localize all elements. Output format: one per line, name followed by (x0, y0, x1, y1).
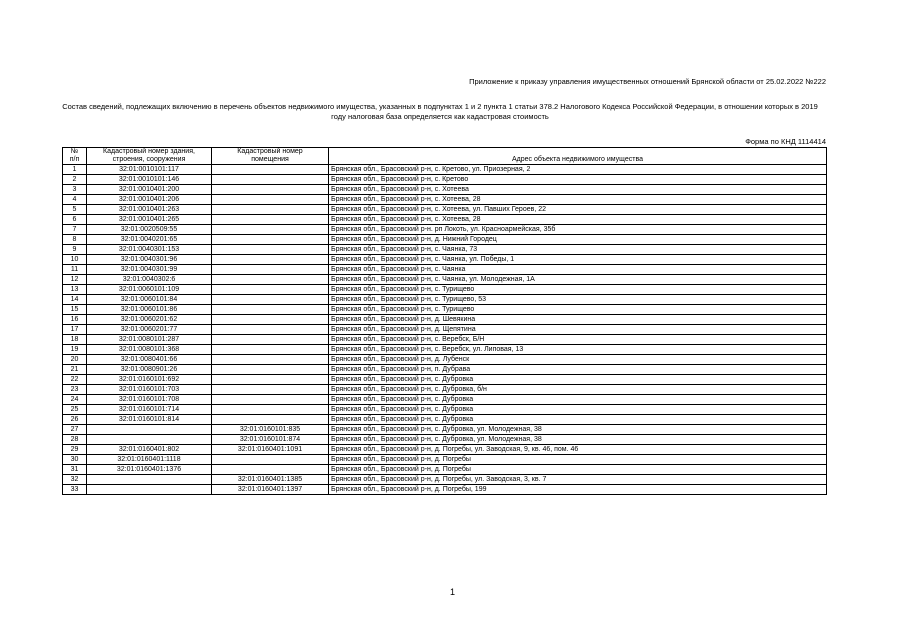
building-cadastral-number: 32:01:0040302:6 (87, 275, 212, 285)
row-number: 5 (63, 205, 87, 215)
object-address: Брянская обл., Брасовский р-н, с. Чаянка, 73 (329, 245, 827, 255)
room-cadastral-number: 32:01:0160401:1397 (212, 485, 329, 495)
room-cadastral-number (212, 375, 329, 385)
room-cadastral-number (212, 295, 329, 305)
row-number: 28 (63, 435, 87, 445)
table-row (63, 195, 827, 205)
row-number: 21 (63, 365, 87, 375)
table-row (63, 475, 827, 485)
object-address: Брянская обл., Брасовский р-н, с. Хотеева, 28 (329, 195, 827, 205)
table-row (63, 345, 827, 355)
row-number: 9 (63, 245, 87, 255)
object-address: Брянская обл., Брасовский р-н, д. Шевякина (329, 315, 827, 325)
object-address: Брянская обл., Брасовский р-н, с. Турищево, 53 (329, 295, 827, 305)
room-cadastral-number (212, 345, 329, 355)
room-cadastral-number: 32:01:0160101:874 (212, 435, 329, 445)
building-cadastral-number: 32:01:0060201:62 (87, 315, 212, 325)
table-row (63, 485, 827, 495)
object-address: Брянская обл., Брасовский р-н, с. Хотеева (329, 185, 827, 195)
object-address: Брянская обл., Брасовский р-н, д. Погребы (329, 455, 827, 465)
row-number: 11 (63, 265, 87, 275)
building-cadastral-number: 32:01:0160101:814 (87, 415, 212, 425)
room-cadastral-number (212, 215, 329, 225)
room-cadastral-number: 32:01:0160101:835 (212, 425, 329, 435)
object-address: Брянская обл., Брасовский р-н, с. Чаянка (329, 265, 827, 275)
table-row (63, 395, 827, 405)
room-cadastral-number (212, 325, 329, 335)
table-row (63, 215, 827, 225)
building-cadastral-number: 32:01:0160401:802 (87, 445, 212, 455)
row-number: 26 (63, 415, 87, 425)
row-number: 7 (63, 225, 87, 235)
header-address: Адрес объекта недвижимого имущества (329, 148, 827, 165)
building-cadastral-number: 32:01:0160401:1376 (87, 465, 212, 475)
table-row (63, 405, 827, 415)
row-number: 30 (63, 455, 87, 465)
building-cadastral-number: 32:01:0060201:77 (87, 325, 212, 335)
object-address: Брянская обл., Брасовский р-н, с. Дубровка, б/н (329, 385, 827, 395)
row-number: 29 (63, 445, 87, 455)
building-cadastral-number: 32:01:0060101:109 (87, 285, 212, 295)
property-table (62, 147, 827, 495)
room-cadastral-number (212, 405, 329, 415)
room-cadastral-number (212, 385, 329, 395)
object-address: Брянская обл., Брасовский р-н, с. Кретово (329, 175, 827, 185)
table-row (63, 325, 827, 335)
table-row (63, 365, 827, 375)
room-cadastral-number (212, 255, 329, 265)
row-number: 31 (63, 465, 87, 475)
room-cadastral-number (212, 365, 329, 375)
table-row (63, 315, 827, 325)
building-cadastral-number: 32:01:0160101:692 (87, 375, 212, 385)
row-number: 15 (63, 305, 87, 315)
row-number: 8 (63, 235, 87, 245)
object-address: Брянская обл., Брасовский р-н, д. Погребы, ул. Заводская, 3, кв. 7 (329, 475, 827, 485)
room-cadastral-number (212, 305, 329, 315)
table-row (63, 455, 827, 465)
header-num (63, 148, 87, 165)
room-cadastral-number (212, 395, 329, 405)
object-address: Брянская обл., Брасовский р-н, п. Дубрава (329, 365, 827, 375)
room-cadastral-number (212, 195, 329, 205)
building-cadastral-number (87, 425, 212, 435)
object-address: Брянская обл., Брасовский р-н, д. Нижний Городец (329, 235, 827, 245)
row-number: 2 (63, 175, 87, 185)
building-cadastral-number (87, 435, 212, 445)
object-address: Брянская обл., Брасовский р-н. рп Локоть, ул. Красноармейская, 35б (329, 225, 827, 235)
object-address: Брянская обл., Брасовский р-н, с. Турищево (329, 285, 827, 295)
building-cadastral-number: 32:01:0060101:84 (87, 295, 212, 305)
room-cadastral-number (212, 455, 329, 465)
row-number: 1 (63, 165, 87, 175)
table-row (63, 295, 827, 305)
room-cadastral-number (212, 335, 329, 345)
table-body (63, 165, 827, 495)
room-cadastral-number (212, 185, 329, 195)
object-address: Брянская обл., Брасовский р-н, с. Чаянка, ул. Победы, 1 (329, 255, 827, 265)
document-intro: Состав сведений, подлежащих включению в перечень объектов недвижимого имущества, указанных в подпунктах 1 и 2 пункта 1 статьи 378.2 Налогового Кодекса Российской Федерации, в отношении которых в 2019 году налоговая база определяется как кадастровая стоимость (62, 102, 818, 121)
object-address: Брянская обл., Брасовский р-н, с. Дубровка, ул. Молодежная, 38 (329, 425, 827, 435)
building-cadastral-number (87, 475, 212, 485)
object-address: Брянская обл., Брасовский р-н, с. Дубровка (329, 405, 827, 415)
table-row (63, 235, 827, 245)
table-row (63, 435, 827, 445)
room-cadastral-number: 32:01:0160401:1091 (212, 445, 329, 455)
table-row (63, 225, 827, 235)
room-cadastral-number (212, 315, 329, 325)
table-row (63, 465, 827, 475)
header-num-line2: п/п (69, 156, 80, 163)
table-row (63, 335, 827, 345)
building-cadastral-number: 32:01:0010101:117 (87, 165, 212, 175)
object-address: Брянская обл., Брасовский р-н, с. Хотеева, 28 (329, 215, 827, 225)
table-row (63, 375, 827, 385)
row-number: 12 (63, 275, 87, 285)
object-address: Брянская обл., Брасовский р-н, д. Лубенск (329, 355, 827, 365)
building-cadastral-number: 32:01:0040201:65 (87, 235, 212, 245)
row-number: 32 (63, 475, 87, 485)
table-row (63, 245, 827, 255)
page-number: 1 (449, 587, 455, 597)
object-address: Брянская обл., Брасовский р-н, с. Дубровка (329, 375, 827, 385)
row-number: 20 (63, 355, 87, 365)
building-cadastral-number: 32:01:0080401:66 (87, 355, 212, 365)
object-address: Брянская обл., Брасовский р-н, с. Дубровка (329, 415, 827, 425)
table-row (63, 425, 827, 435)
room-cadastral-number (212, 205, 329, 215)
row-number: 23 (63, 385, 87, 395)
row-number: 25 (63, 405, 87, 415)
row-number: 3 (63, 185, 87, 195)
row-number: 24 (63, 395, 87, 405)
form-code: Форма по КНД 1114414 (745, 137, 826, 146)
building-cadastral-number: 32:01:0010401:265 (87, 215, 212, 225)
building-cadastral-number: 32:01:0060101:86 (87, 305, 212, 315)
object-address: Брянская обл., Брасовский р-н, с. Дубровка, ул. Молодежная, 38 (329, 435, 827, 445)
header-num-line1: № (70, 148, 79, 155)
row-number: 22 (63, 375, 87, 385)
room-cadastral-number (212, 165, 329, 175)
table-row (63, 445, 827, 455)
object-address: Брянская обл., Брасовский р-н, с. Хотеева, ул. Павших Героев, 22 (329, 205, 827, 215)
row-number: 19 (63, 345, 87, 355)
object-address: Брянская обл., Брасовский р-н, с. Веребск, Б/Н (329, 335, 827, 345)
row-number: 33 (63, 485, 87, 495)
room-cadastral-number (212, 235, 329, 245)
building-cadastral-number: 32:01:0040301:99 (87, 265, 212, 275)
header-room-line2: помещения (251, 156, 289, 163)
table-row (63, 175, 827, 185)
object-address: Брянская обл., Брасовский р-н, д. Щепятина (329, 325, 827, 335)
room-cadastral-number (212, 245, 329, 255)
building-cadastral-number: 32:01:0010101:146 (87, 175, 212, 185)
table-row (63, 415, 827, 425)
table-row (63, 265, 827, 275)
object-address: Брянская обл., Брасовский р-н, с. Чаянка, ул. Молодежная, 1А (329, 275, 827, 285)
table-row (63, 275, 827, 285)
object-address: Брянская обл., Брасовский р-н, д. Погребы, ул. Заводская, 9, кв. 46, пом. 46 (329, 445, 827, 455)
row-number: 14 (63, 295, 87, 305)
building-cadastral-number: 32:01:0160401:1118 (87, 455, 212, 465)
building-cadastral-number: 32:01:0080101:368 (87, 345, 212, 355)
row-number: 4 (63, 195, 87, 205)
object-address: Брянская обл., Брасовский р-н, д. Погребы, 199 (329, 485, 827, 495)
table-row (63, 305, 827, 315)
row-number: 18 (63, 335, 87, 345)
room-cadastral-number (212, 465, 329, 475)
building-cadastral-number: 32:01:0080101:287 (87, 335, 212, 345)
building-cadastral-number: 32:01:0040301:96 (87, 255, 212, 265)
row-number: 6 (63, 215, 87, 225)
table-row (63, 355, 827, 365)
object-address: Брянская обл., Брасовский р-н, с. Турищево (329, 305, 827, 315)
row-number: 16 (63, 315, 87, 325)
building-cadastral-number: 32:01:0040301:153 (87, 245, 212, 255)
room-cadastral-number (212, 225, 329, 235)
row-number: 10 (63, 255, 87, 265)
room-cadastral-number (212, 355, 329, 365)
building-cadastral-number: 32:01:0010401:263 (87, 205, 212, 215)
room-cadastral-number: 32:01:0160401:1385 (212, 475, 329, 485)
header-building-cadastral (87, 148, 212, 165)
room-cadastral-number (212, 265, 329, 275)
building-cadastral-number: 32:01:0160101:703 (87, 385, 212, 395)
object-address: Брянская обл., Брасовский р-н, с. Кретово, ул. Приозерная, 2 (329, 165, 827, 175)
table-row (63, 165, 827, 175)
header-room-line1: Кадастровый номер (237, 148, 303, 155)
table-row (63, 285, 827, 295)
building-cadastral-number: 32:01:0160101:708 (87, 395, 212, 405)
building-cadastral-number: 32:01:0080901:26 (87, 365, 212, 375)
row-number: 13 (63, 285, 87, 295)
object-address: Брянская обл., Брасовский р-н, д. Погребы (329, 465, 827, 475)
appendix-reference: Приложение к приказу управления имущественных отношений Брянской области от 25.02.2022 №222 (469, 77, 826, 86)
table-row (63, 185, 827, 195)
room-cadastral-number (212, 285, 329, 295)
table-header (63, 148, 827, 165)
table-row (63, 205, 827, 215)
building-cadastral-number: 32:01:0010401:206 (87, 195, 212, 205)
room-cadastral-number (212, 415, 329, 425)
room-cadastral-number (212, 175, 329, 185)
object-address: Брянская обл., Брасовский р-н, с. Дубровка (329, 395, 827, 405)
building-cadastral-number: 32:01:0020509:55 (87, 225, 212, 235)
table-row (63, 385, 827, 395)
building-cadastral-number: 32:01:0010401:200 (87, 185, 212, 195)
table-row (63, 255, 827, 265)
building-cadastral-number (87, 485, 212, 495)
building-cadastral-number: 32:01:0160101:714 (87, 405, 212, 415)
header-room-cadastral (212, 148, 329, 165)
header-building-line2: строения, сооружения (112, 156, 186, 163)
header-building-line1: Кадастровый номер здания, (103, 148, 195, 155)
row-number: 27 (63, 425, 87, 435)
room-cadastral-number (212, 275, 329, 285)
object-address: Брянская обл., Брасовский р-н, с. Веребск, ул. Липовая, 13 (329, 345, 827, 355)
row-number: 17 (63, 325, 87, 335)
